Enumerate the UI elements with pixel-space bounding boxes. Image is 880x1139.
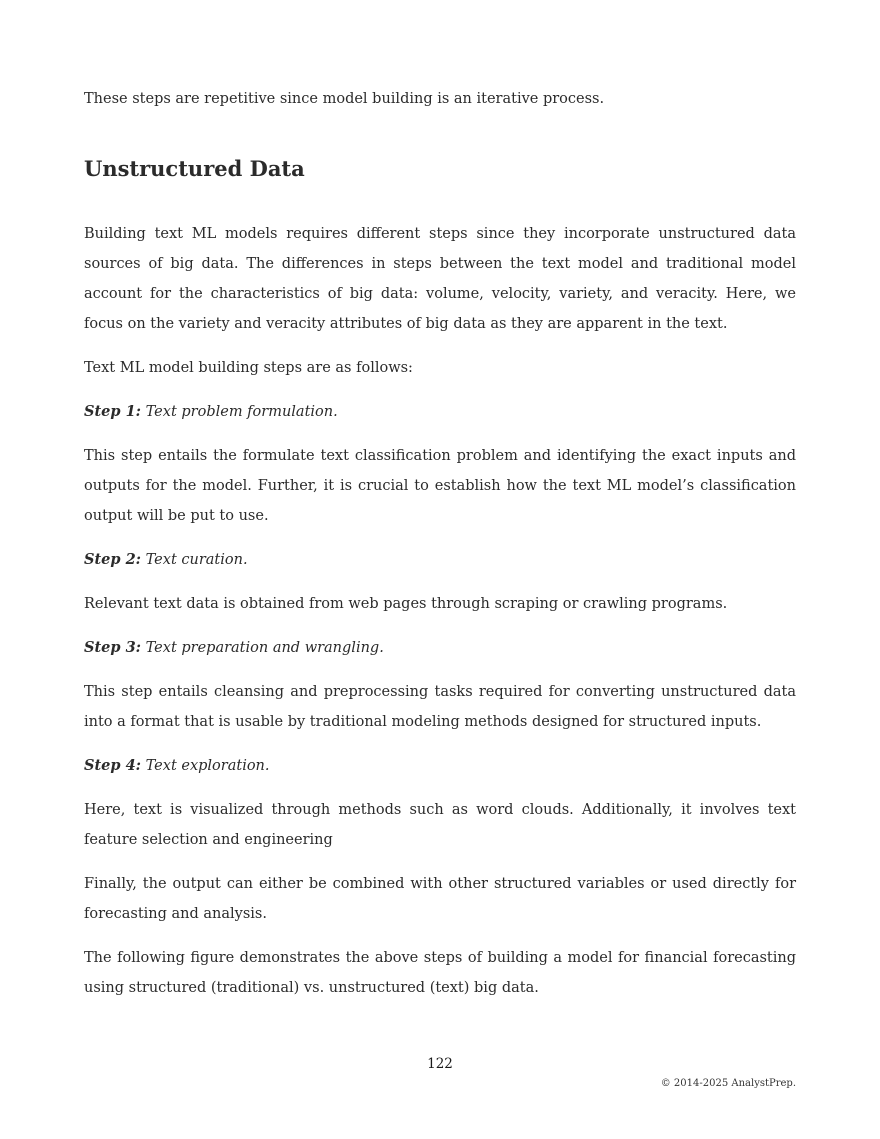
step-4-label: Step 4: xyxy=(84,757,142,774)
step-3-title: Text preparation and wrangling. xyxy=(145,640,384,656)
paragraph-step-4: Here, text is visualized through methods such as word clouds. Additionally, it involves text feature selection and engineering xyxy=(84,802,796,848)
step-2-label: Step 2: xyxy=(84,551,142,568)
page-number: 122 xyxy=(427,1056,453,1072)
step-2-title: Text curation. xyxy=(145,552,248,568)
section-body xyxy=(84,219,796,1017)
paragraph-steps-lead: Text ML model building steps are as follows: xyxy=(84,360,413,376)
step-1-label: Step 1: xyxy=(84,403,142,420)
section-heading: Unstructured Data xyxy=(84,156,305,181)
paragraph-final-output: Finally, the output can either be combined with other structured variables or used directly for forecasting and analysis. xyxy=(84,876,796,922)
step-2-heading xyxy=(84,545,796,575)
step-4-heading xyxy=(84,751,796,781)
step-3-heading xyxy=(84,633,796,663)
paragraph-text-ml-intro: Building text ML models requires different steps since they incorporate unstructured data sources of big data. The differences in steps between the text model and traditional model account for the characteristics of big data: volume, velocity, variety, and veracity. Here, we focus on the variety and veracity attributes of big data as they are apparent in the text. xyxy=(84,226,796,332)
step-1-title: Text problem formulation. xyxy=(145,404,338,420)
paragraph-figure-intro: The following figure demonstrates the above steps of building a model for financial forecasting using structured (traditional) vs. unstructured (text) big data. xyxy=(84,950,796,996)
paragraph-step-2: Relevant text data is obtained from web pages through scraping or crawling programs. xyxy=(84,596,728,612)
paragraph-step-3: This step entails cleansing and preprocessing tasks required for converting unstructured data into a format that is usable by traditional modeling methods designed for structured inputs. xyxy=(84,684,796,730)
intro-paragraph: These steps are repetitive since model building is an iterative process. xyxy=(84,91,605,107)
step-1-heading xyxy=(84,397,796,427)
paragraph-step-1: This step entails the formulate text classification problem and identifying the exact inputs and outputs for the model. Further, it is crucial to establish how the text ML model’s classification output will be put to use. xyxy=(84,448,796,524)
copyright-notice: © 2014-2025 AnalystPrep. xyxy=(660,1078,796,1089)
step-3-label: Step 3: xyxy=(84,639,142,656)
step-4-title: Text exploration. xyxy=(145,758,270,774)
